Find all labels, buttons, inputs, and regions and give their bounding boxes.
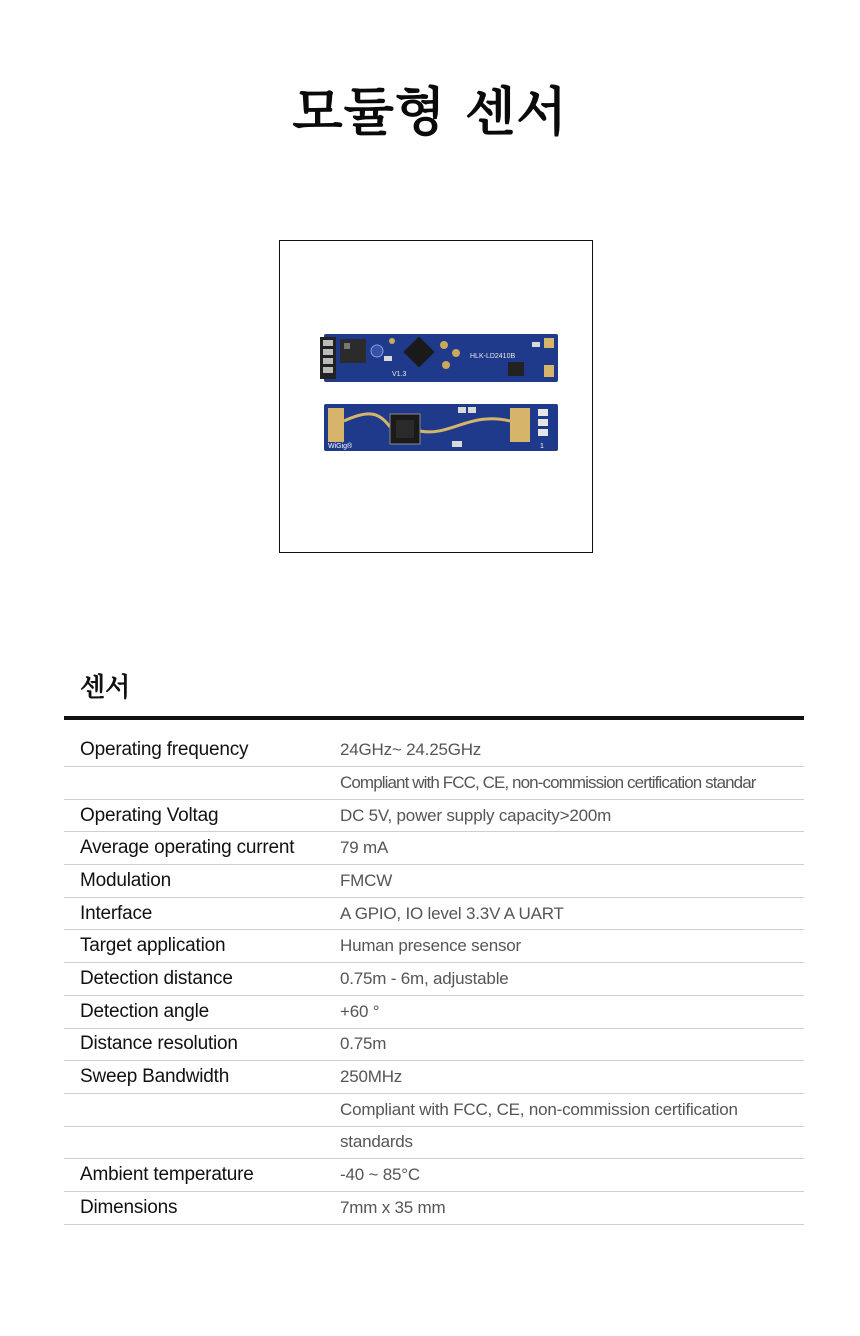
spec-label: Sweep Bandwidth <box>80 1066 230 1088</box>
spec-label: Detection angle <box>80 1000 210 1022</box>
spec-table <box>64 720 804 1225</box>
spec-label: Distance resolution <box>80 1033 238 1055</box>
spec-label: Target application <box>80 935 226 957</box>
table-row <box>64 767 804 800</box>
table-row <box>64 720 804 767</box>
spec-value: Compliant with FCC, CE, non-commission certification standar <box>340 772 756 792</box>
product-image-frame <box>279 240 593 553</box>
spec-label: Detection distance <box>80 967 233 989</box>
board-model-label: HLK-LD2410B <box>470 353 516 360</box>
spec-value: 7mm x 35 mm <box>340 1197 446 1217</box>
table-row <box>64 898 804 931</box>
spec-label: Dimensions <box>80 1196 178 1218</box>
spec-value: 24GHz~ 24.25GHz <box>340 740 482 759</box>
table-row <box>64 1061 804 1094</box>
spec-value: standards <box>340 1132 413 1152</box>
spec-value: 0.75m <box>340 1034 387 1054</box>
spec-value: 0.75m - 6m, adjustable <box>340 968 509 988</box>
spec-value: 250MHz <box>340 1067 403 1087</box>
spec-label: Operating Voltag <box>80 804 219 826</box>
spec-value: +60 ° <box>340 1001 380 1021</box>
section-title: 센서 <box>80 673 131 703</box>
spec-value: Human presence sensor <box>340 936 522 956</box>
spec-value: DC 5V, power supply capacity>200m <box>340 805 612 825</box>
spec-label: Operating frequency <box>80 739 249 760</box>
table-row <box>64 832 804 865</box>
board-bottom <box>324 404 558 451</box>
spec-label: Modulation <box>80 869 171 891</box>
board-brand-label: WiGig® <box>328 443 353 450</box>
board-pin-label: 1 <box>540 443 544 450</box>
table-row <box>64 1192 804 1225</box>
table-row <box>64 963 804 996</box>
table-row <box>64 1094 804 1127</box>
spec-value: FMCW <box>340 870 393 890</box>
table-row <box>64 1159 804 1192</box>
spec-label: Interface <box>80 902 153 924</box>
table-row <box>64 865 804 898</box>
spec-label: Average operating current <box>80 837 295 859</box>
page-title: 모듈형 센서 <box>292 83 568 143</box>
board-top <box>320 334 558 382</box>
table-row <box>64 800 804 833</box>
table-row <box>64 996 804 1029</box>
sensor-module-photo <box>280 241 594 554</box>
table-row <box>64 1127 804 1160</box>
table-row <box>64 1029 804 1062</box>
spec-value: Compliant with FCC, CE, non-commission certification <box>340 1099 738 1119</box>
spec-label: Ambient temperature <box>80 1164 254 1186</box>
spec-value: 79 mA <box>340 838 389 858</box>
table-row <box>64 930 804 963</box>
board-version-label: V1.3 <box>392 371 407 378</box>
spec-value: A GPIO, IO level 3.3V A UART <box>340 903 564 923</box>
spec-value: -40 ~ 85°C <box>340 1165 420 1185</box>
